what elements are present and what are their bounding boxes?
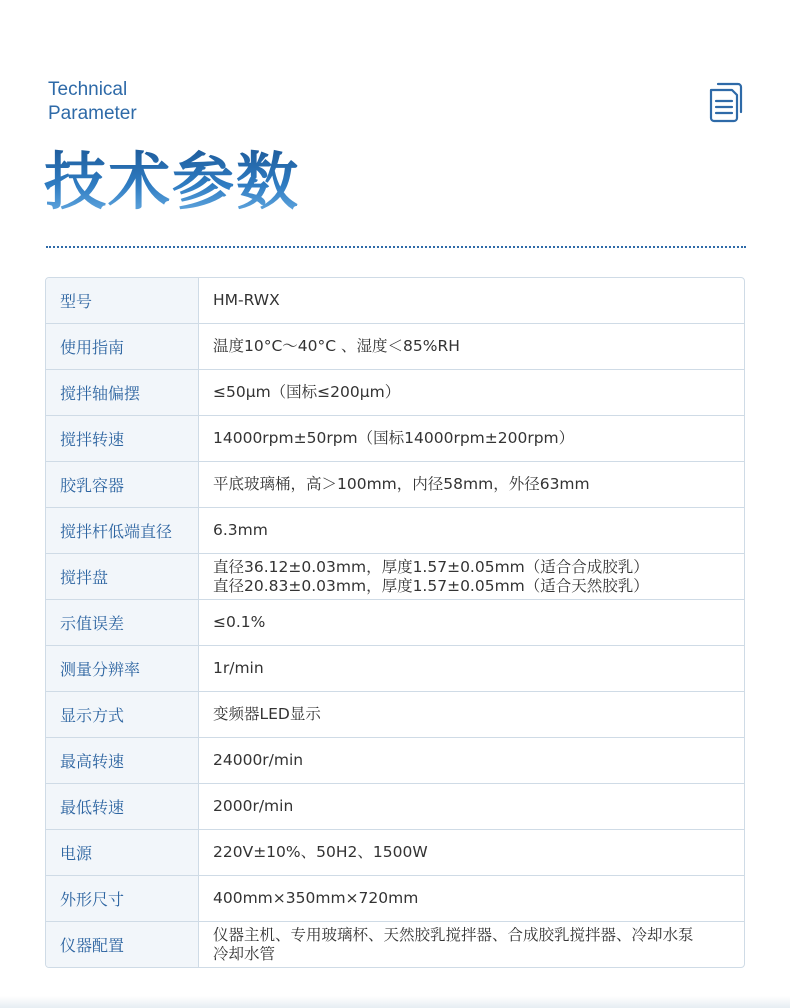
parameter-value-line: 平底玻璃桶，高＞100mm，内径58mm，外径63mm — [213, 475, 590, 493]
parameter-value — [199, 462, 744, 507]
parameter-value — [199, 692, 744, 737]
parameter-value-line: 6.3mm — [213, 521, 268, 539]
bottom-band — [0, 996, 790, 1008]
parameter-value — [199, 784, 744, 829]
parameter-value-line: 2000r/min — [213, 797, 294, 815]
parameter-label: 搅拌盘 — [46, 554, 199, 599]
parameter-label: 测量分辨率 — [46, 646, 199, 691]
parameter-label: 显示方式 — [46, 692, 199, 737]
table-row — [46, 416, 744, 462]
parameter-value-line: 400mm×350mm×720mm — [213, 889, 419, 907]
parameter-value — [199, 324, 744, 369]
parameter-value-line: 直径36.12±0.03mm，厚度1.57±0.05mm（适合合成胶乳） — [213, 557, 649, 576]
parameter-value — [199, 922, 744, 967]
parameter-label: 外形尺寸 — [46, 876, 199, 921]
parameter-label: 搅拌杆低端直径 — [46, 508, 199, 553]
parameter-value — [199, 646, 744, 691]
table-row — [46, 738, 744, 784]
table-row — [46, 508, 744, 554]
parameter-label: 最高转速 — [46, 738, 199, 783]
parameter-value — [199, 554, 744, 599]
table-row — [46, 370, 744, 416]
parameter-label: 胶乳容器 — [46, 462, 199, 507]
parameter-value-line: 变频器LED显示 — [213, 705, 321, 723]
parameter-label: 搅拌转速 — [46, 416, 199, 461]
parameter-value — [199, 876, 744, 921]
parameter-value — [199, 416, 744, 461]
table-row — [46, 554, 744, 600]
parameter-value-line: 温度10°C～40°C 、湿度＜85%RH — [213, 337, 460, 355]
parameter-value — [199, 738, 744, 783]
parameter-value-line: HM-RWX — [213, 291, 280, 309]
english-title-line-1: Technical — [48, 79, 128, 100]
parameter-label: 最低转速 — [46, 784, 199, 829]
parameter-label: 搅拌轴偏摆 — [46, 370, 199, 415]
parameter-label: 仪器配置 — [46, 922, 199, 967]
parameter-value-line: 1r/min — [213, 659, 264, 677]
parameter-value — [199, 600, 744, 645]
english-title — [48, 78, 137, 126]
table-row — [46, 692, 744, 738]
table-row — [46, 462, 744, 508]
parameter-value-line: 14000rpm±50rpm（国标14000rpm±200rpm） — [213, 429, 575, 447]
table-row — [46, 646, 744, 692]
parameter-label: 使用指南 — [46, 324, 199, 369]
table-row — [46, 830, 744, 876]
parameter-label: 示值误差 — [46, 600, 199, 645]
parameter-value — [199, 370, 744, 415]
parameter-value-line: ≤50μm（国标≤200μm） — [213, 383, 401, 401]
parameter-value — [199, 830, 744, 875]
table-row — [46, 784, 744, 830]
parameter-value-line: 仪器主机、专用玻璃杯、天然胶乳搅拌器、合成胶乳搅拌器、冷却水泵 — [213, 925, 694, 944]
table-row — [46, 876, 744, 922]
parameter-value-line: 220V±10%、50H2、1500W — [213, 843, 428, 861]
parameter-label: 电源 — [46, 830, 199, 875]
table-row — [46, 600, 744, 646]
dotted-divider — [46, 246, 746, 248]
parameter-value-line: 直径20.83±0.03mm，厚度1.57±0.05mm（适合天然胶乳） — [213, 576, 649, 595]
parameter-value-line: ≤0.1% — [213, 613, 266, 631]
parameter-value — [199, 508, 744, 553]
parameter-value-line: 冷却水管 — [213, 944, 276, 963]
page-title: 技术参数 — [44, 145, 301, 218]
parameter-label: 型号 — [46, 278, 199, 323]
table-row — [46, 278, 744, 324]
table-row — [46, 922, 744, 967]
parameter-table — [45, 277, 745, 968]
document-list-icon — [704, 80, 748, 124]
parameter-value — [199, 278, 744, 323]
parameter-value-line: 24000r/min — [213, 751, 304, 769]
english-title-line-2: Parameter — [48, 103, 137, 124]
table-row — [46, 324, 744, 370]
